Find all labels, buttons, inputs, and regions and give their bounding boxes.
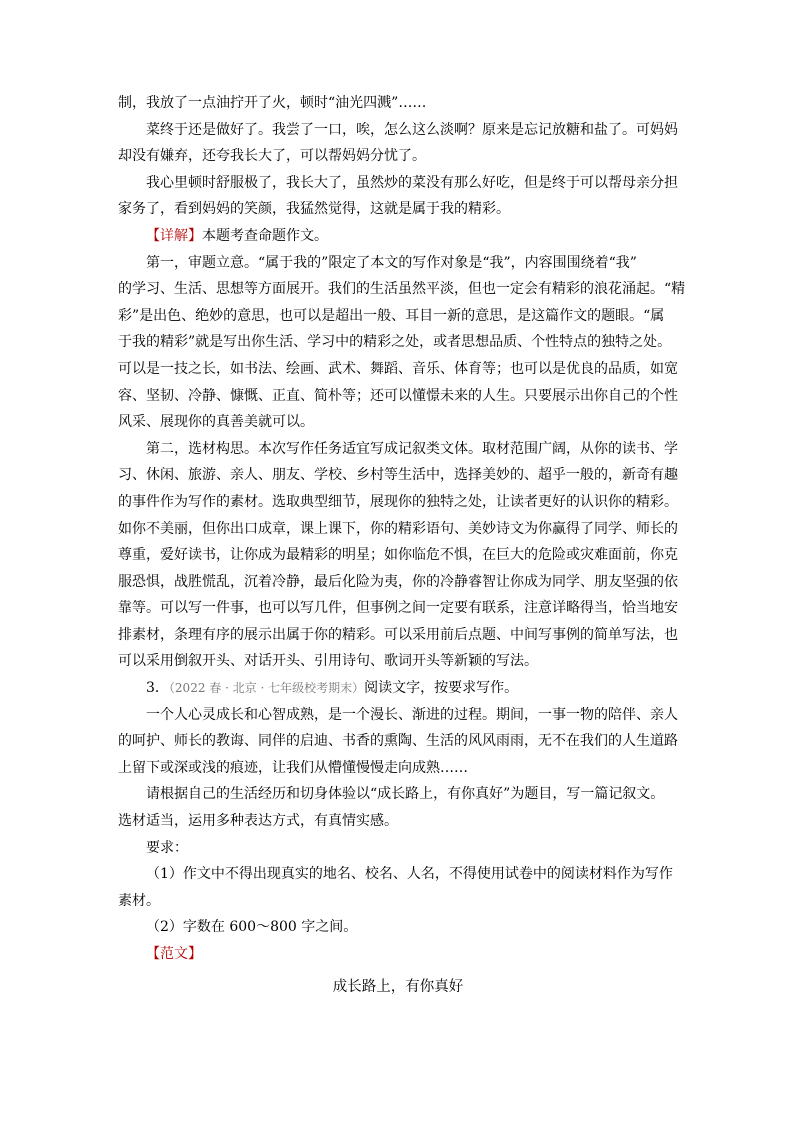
model-heading xyxy=(118,941,678,968)
question-source: （2022 春 · 北京 · 七年级校考期末） xyxy=(168,681,365,696)
paragraph-line: 容、坚韧、冷静、慷慨、正直、简朴等；还可以懂憬未来的人生。只要展示出你自己的个性 xyxy=(118,387,678,404)
paragraph-line: 制，我放了一点油拧开了火，顿时“油光四溅”…… xyxy=(118,95,427,111)
paragraph-line: 菜终于还是做好了。我尝了一口，唉，怎么这么淡啊？原来是忘记放糖和盐了。可妈妈 xyxy=(146,121,678,138)
paragraph-line: 上留下或深或浅的痕迹，让我们从懵懂慢慢走向成熟…… xyxy=(118,759,468,776)
paragraph-line: 的事件作为写作的素材。选取典型细节，展现你的独特之处，让读者更好的认识你的精彩。 xyxy=(118,493,678,510)
detail-heading xyxy=(118,223,678,250)
paragraph-line: 习、休闲、旅游、亲人、朋友、学校、乡村等生活中，选择美妙的、超乎一般的，新奇有趣 xyxy=(118,467,678,484)
requirement-item: 素材。 xyxy=(118,892,160,909)
requirement-item: （1）作文中不得出现真实的地名、校名、人名，不得使用试卷中的阅读材料作为写作 xyxy=(146,866,673,883)
paragraph-line: 一个人心灵成长和心智成熟，是一个漫长、渐进的过程。期间，一事一物的陪伴、亲人 xyxy=(146,706,678,723)
paragraph-line: 风采、展现你的真善美就可以。 xyxy=(118,414,314,431)
paragraph-line: 尊重，爱好读书，让你成为最精彩的明星；如你临危不惧，在巨大的危险或灾难面前，你克 xyxy=(118,547,678,564)
paragraph-line: 选材适当，运用多种表达方式，有真情实感。 xyxy=(118,813,398,830)
essay-title: 成长路上，有你真好 xyxy=(332,978,464,995)
question-heading xyxy=(118,675,678,702)
paragraph-line: 于我的精彩”就是写出你生活、学习中的精彩之处，或者思想品质、个性特点的独特之处。 xyxy=(118,334,672,351)
paragraph-line: 服恐惧，战胜慌乱，沉着冷静，最后化险为夷，你的冷静睿智让你成为同学、朋友坚强的依 xyxy=(118,573,678,590)
paragraph-line: 靠等。可以写一件事，也可以写几件，但事例之间一定要有联系，注意详略得当，恰当地安 xyxy=(118,600,678,617)
paragraph-line: 家务了，看到妈妈的笑颜，我猛然觉得，这就是属于我的精彩。 xyxy=(118,201,510,218)
paragraph-line: 如你不美丽，但你出口成章，课上课下，你的精彩语句、美妙诗文为你赢得了同学、师长的 xyxy=(118,520,678,537)
model-tag: 【范文】 xyxy=(146,946,202,962)
paragraph-line: 可以是一技之长，如书法、绘画、武术、舞蹈、音乐、体育等；也可以是优良的品质，如宽 xyxy=(118,360,678,377)
paragraph-line: 我心里顿时舒服极了，我长大了，虽然炒的菜没有那么好吃，但是终于可以帮母亲分担 xyxy=(146,174,678,191)
paragraph-line: 排素材，条理有序的展示出属于你的精彩。可以采用前后点题、中间写事例的简单写法，也 xyxy=(118,626,678,643)
requirements-label: 要求： xyxy=(146,839,188,856)
paragraph-line: 第二，选材构思。本次写作任务适宜写成记叙类文体。取材范围广阔，从你的读书、学 xyxy=(146,440,678,457)
paragraph-line: 可以采用倒叙开头、对话开头、引用诗句、歌词开头等新颖的写法。 xyxy=(118,653,538,670)
detail-text: 本题考查命题作文。 xyxy=(202,227,328,244)
paragraph-line: 的学习、生活、思想等方面展开。我们的生活虽然平淡，但也一定会有精彩的浪花涌起。“精 xyxy=(118,281,686,298)
detail-tag: 【详解】 xyxy=(146,227,202,244)
paragraph-line: 却没有嫌弃，还夸我长大了，可以帮妈妈分忧了。 xyxy=(118,148,426,165)
question-number: 3． xyxy=(146,680,169,697)
paragraph-line: 第一，审题立意。“属于我的”限定了本文的写作对象是“我”，内容围围绕着“我” xyxy=(146,254,637,271)
requirement-item: （2）字数在 600～800 字之间。 xyxy=(146,919,358,936)
paragraph-line: 彩”是出色、绝妙的意思，也可以是超出一般、耳目一新的意思，是这篇作文的题眼。“属 xyxy=(118,307,665,324)
paragraph-line: 的呵护、师长的教诲、同伴的启迪、书香的熏陶、生活的风风雨雨，无不在我们的人生道路 xyxy=(118,733,678,750)
question-instruction: 阅读文字，按要求写作。 xyxy=(364,680,519,697)
paragraph-line: 请根据自己的生活经历和切身体验以“成长路上，有你真好”为题目，写一篇记叙文。 xyxy=(146,786,665,803)
document-page xyxy=(118,90,686,1000)
